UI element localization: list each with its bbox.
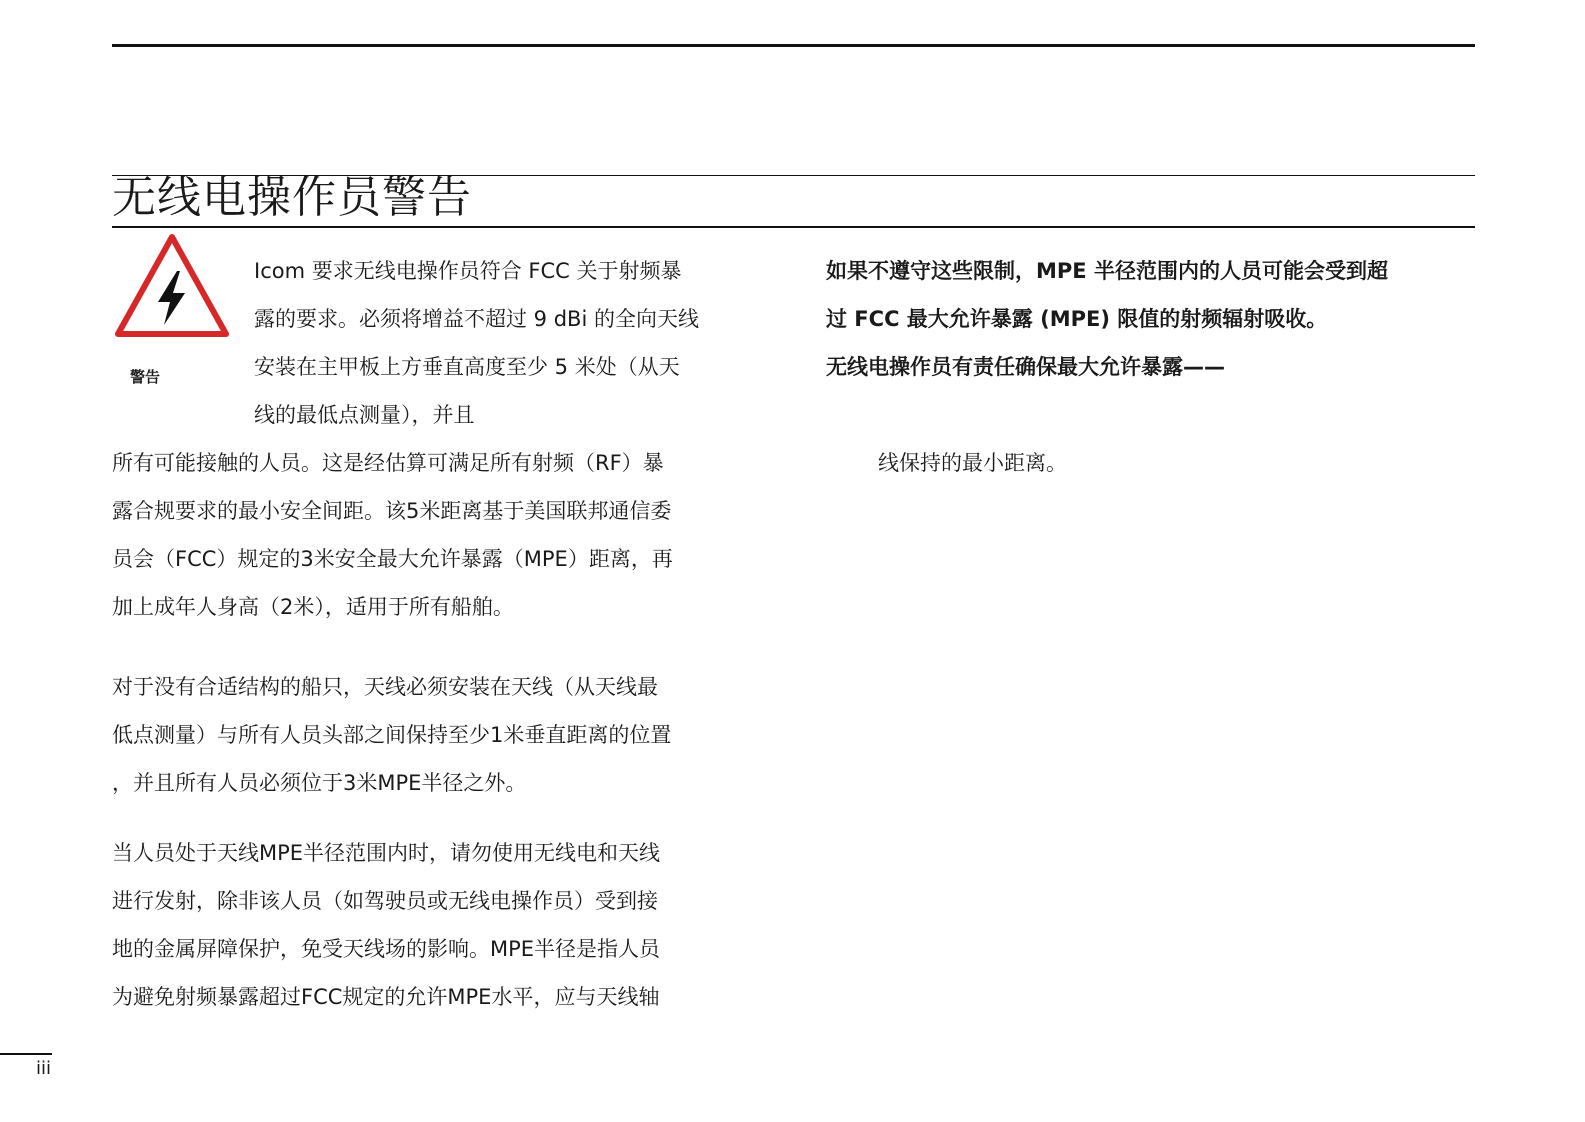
body-line: 露合规要求的最小安全间距。该5米距离基于美国联邦通信委 <box>112 499 672 523</box>
bold-warning-line: 无线电操作员有责任确保最大允许暴露—— <box>826 355 1225 379</box>
high-voltage-warning-icon <box>114 233 230 339</box>
title-rule-bottom <box>112 226 1475 228</box>
body-line: 当人员处于天线MPE半径范围内时，请勿使用无线电和天线 <box>112 841 661 865</box>
continuation-line: 线保持的最小距离。 <box>878 451 1067 475</box>
header-rule <box>112 44 1475 47</box>
bold-warning-line: 过 FCC 最大允许暴露 (MPE) 限值的射频辐射吸收。 <box>826 307 1328 331</box>
body-line: 员会（FCC）规定的3米安全最大允许暴露（MPE）距离，再 <box>112 547 673 571</box>
body-line: ，并且所有人员必须位于3米MPE半径之外。 <box>112 771 527 795</box>
bold-warning-line: 如果不遵守这些限制，MPE 半径范围内的人员可能会受到超 <box>826 259 1388 283</box>
footer-rule <box>0 1053 52 1055</box>
intro-line: 线的最低点测量），并且 <box>254 403 475 427</box>
warning-caption: 警告 <box>130 368 161 386</box>
intro-line: Icom 要求无线电操作员符合 FCC 关于射频暴 <box>254 259 682 283</box>
body-line: 地的金属屏障保护，免受天线场的影响。MPE半径是指人员 <box>112 937 661 961</box>
body-line: 加上成年人身高（2米），适用于所有船舶。 <box>112 595 514 619</box>
body-line: 为避免射频暴露超过FCC规定的允许MPE水平，应与天线轴 <box>112 985 660 1009</box>
page-number: iii <box>36 1058 52 1079</box>
intro-line: 露的要求。必须将增益不超过 9 dBi 的全向天线 <box>254 307 699 331</box>
body-line: 对于没有合适结构的船只，天线必须安装在天线（从天线最 <box>112 675 658 699</box>
body-line: 所有可能接触的人员。这是经估算可满足所有射频（RF）暴 <box>112 451 664 475</box>
body-line: 进行发射，除非该人员（如驾驶员或无线电操作员）受到接 <box>112 889 658 913</box>
body-line: 低点测量）与所有人员头部之间保持至少1米垂直距离的位置 <box>112 723 672 747</box>
page-title: 无线电操作员警告 <box>112 172 472 223</box>
intro-line: 安装在主甲板上方垂直高度至少 5 米处（从天 <box>254 355 680 379</box>
